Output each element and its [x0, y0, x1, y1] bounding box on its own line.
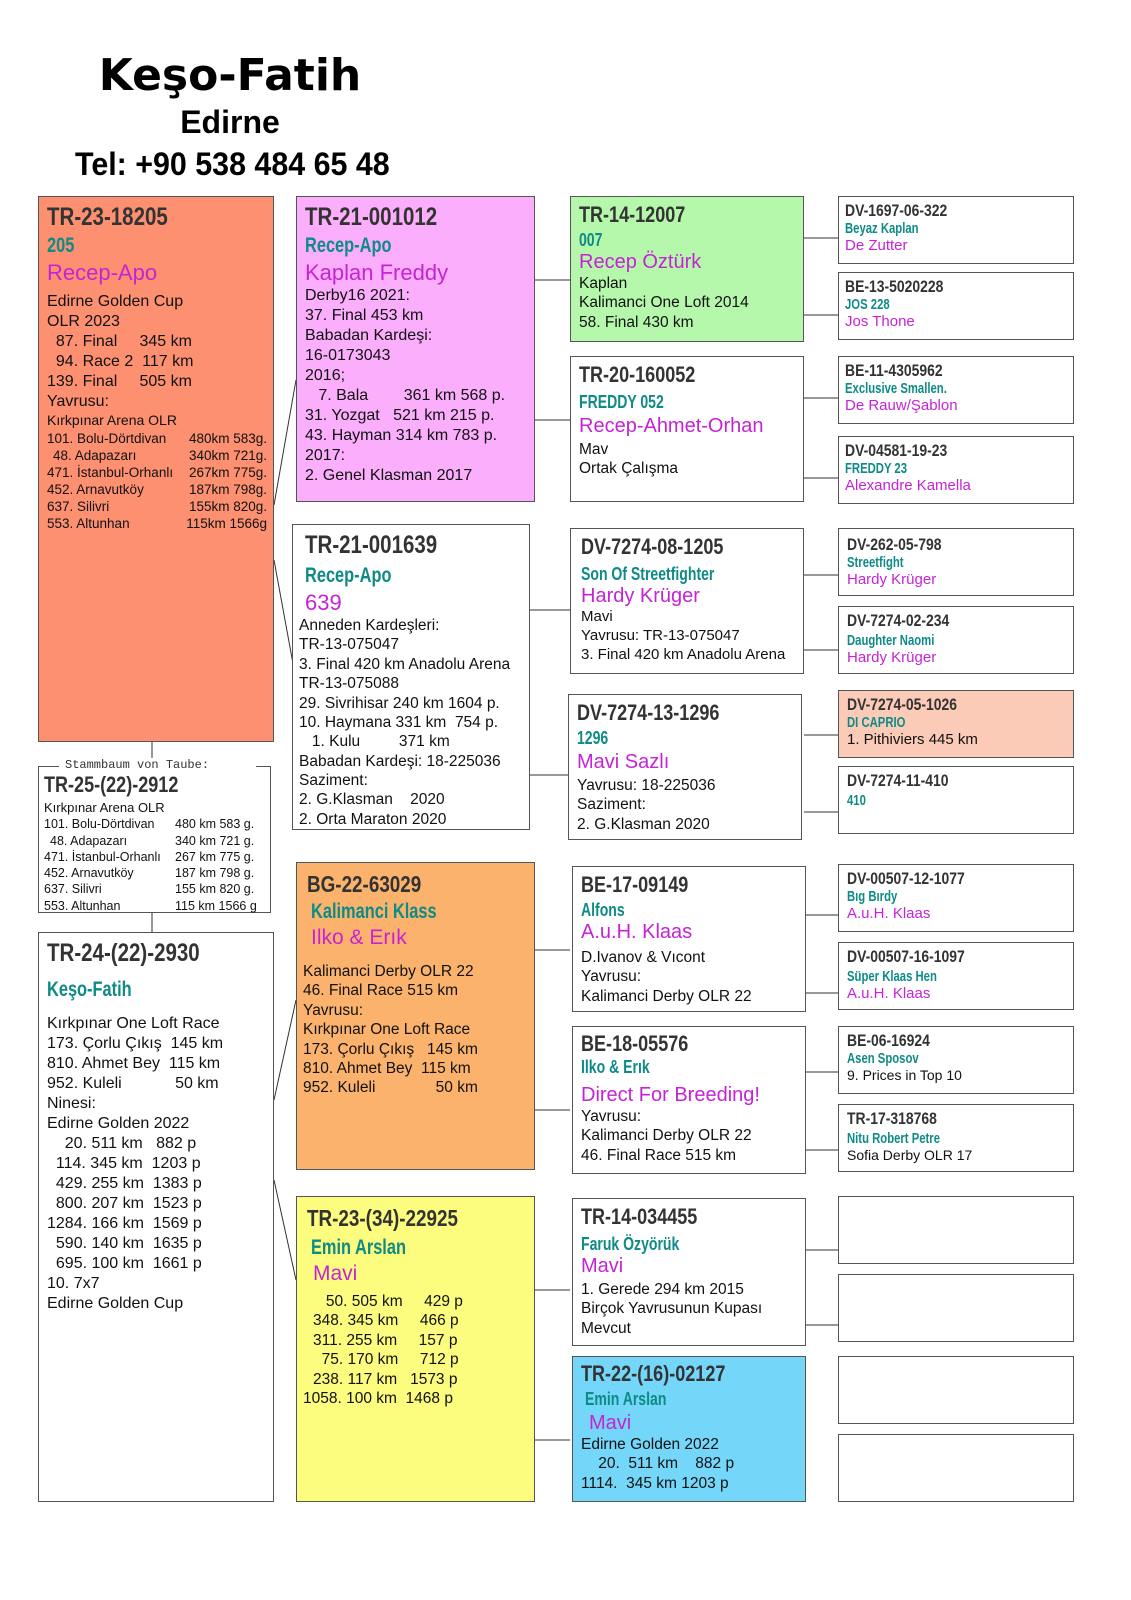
gen4-card: [838, 528, 1074, 596]
ring-number: TR-24-(22)-2930: [47, 939, 200, 967]
info-line: Ninesi:: [47, 1095, 96, 1112]
race-detail: 115km 1566g: [186, 516, 267, 532]
ring-number: TR-23-(34)-22925: [307, 1205, 458, 1231]
info-line: 348. 345 km 466 p: [313, 1312, 459, 1330]
info-line: 10. 7x7: [47, 1275, 100, 1292]
pigeon-name: Süper Klaas Hen: [847, 969, 937, 985]
gen4-card: [838, 1026, 1074, 1094]
owner-name: A.u.H. Klaas: [847, 985, 931, 1002]
race-name: 637. Silivri: [47, 499, 110, 515]
gen4-card: [838, 356, 1074, 424]
owner-name: Recep Öztürk: [579, 251, 702, 273]
info-line: 87. Final 345 km: [47, 333, 192, 350]
info-line: 46. Final Race 515 km: [581, 1146, 737, 1164]
owner-name: A.u.H. Klaas: [581, 921, 693, 943]
info-line: 20. 511 km 882 p: [581, 1455, 735, 1473]
owner-name: Hardy Krüger: [847, 649, 937, 666]
result-row: [47, 430, 267, 447]
ring-number: TR-21-001639: [305, 531, 438, 559]
pigeon-name: 410: [847, 793, 866, 809]
info-line: 9. Prices in Top 10: [847, 1067, 962, 1083]
info-line: Mevcut: [581, 1319, 631, 1337]
owner-name: Direct For Breeding!: [581, 1084, 760, 1106]
info-line: 2. Genel Klasman 2017: [305, 467, 473, 484]
race-name: 553. Altunhan: [47, 516, 130, 532]
ring-number: BE-13-5020228: [845, 277, 944, 296]
race-detail: 187 km 798 g.: [175, 866, 255, 880]
mmf-card: [572, 1198, 806, 1346]
info-line: Babadan Kardeşi:: [305, 327, 433, 344]
info-line: 10. Haymana 331 km 754 p.: [299, 713, 499, 731]
info-line: 75. 170 km 712 p: [313, 1351, 459, 1369]
result-row: [44, 881, 265, 897]
ring-number: TR-21-001012: [305, 203, 438, 231]
mother-card: [38, 932, 274, 1502]
result-row: [44, 833, 265, 849]
info-line: 43. Hayman 314 km 783 p.: [305, 427, 498, 444]
info-line: D.Ivanov & Vıcont: [581, 949, 706, 966]
pigeon-name: 1296: [577, 728, 609, 748]
race-detail: 340km 721g.: [188, 447, 267, 463]
subject-legend: Stammbaum von Taube:: [62, 758, 212, 772]
info-line: 311. 255 km 157 p: [313, 1331, 458, 1349]
info-line: 20. 511 km 882 p: [47, 1135, 197, 1152]
gen4-empty-card: [838, 1434, 1074, 1502]
info-line: 810. Ahmet Bey 115 km: [303, 1059, 471, 1077]
gen4-card: [838, 606, 1074, 674]
pigeon-name: Daughter Naomi: [847, 633, 935, 649]
pigeon-name: Nitu Robert Petre: [847, 1131, 941, 1147]
pigeon-name: Exclusive Smallen.: [845, 381, 947, 397]
fff-card: [570, 196, 804, 342]
mf-card: [296, 862, 535, 1170]
race-name: 471. İstanbul-Orhanlı: [47, 464, 174, 480]
race-name: 452. Arnavutköy: [47, 481, 144, 497]
info-line: Saziment:: [299, 772, 368, 789]
info-line: 16-0173043: [305, 347, 391, 364]
gen4-empty-card: [838, 1356, 1074, 1424]
ring-number: TR-20-160052: [579, 362, 696, 387]
info-line: Kaplan: [579, 275, 628, 292]
info-line: Saziment:: [577, 796, 646, 814]
gen4-empty-card: [838, 1274, 1074, 1342]
info-line: 3. Final 420 km Anadolu Arena: [299, 655, 511, 673]
pigeon-name: Alfons: [581, 900, 625, 920]
info-line: 800. 207 km 1523 p: [47, 1195, 202, 1212]
info-line: 114. 345 km 1203 p: [47, 1155, 201, 1172]
info-line: 173. Çorlu Çıkış 145 km: [47, 1035, 224, 1052]
info-line: Yavrusu:: [581, 968, 642, 986]
race-detail: 480 km 583 g.: [175, 817, 255, 832]
info-line: 1. Kulu 371 km: [299, 733, 450, 751]
info-line: 590. 140 km 1635 p: [47, 1235, 202, 1252]
info-line: Kalimanci Derby OLR 22: [581, 1127, 752, 1145]
ring-number: DV-7274-08-1205: [581, 534, 724, 559]
info-line: 2. Orta Maraton 2020: [299, 810, 447, 828]
info-line: 2. G.Klasman 2020: [577, 815, 710, 833]
father-card: [38, 196, 274, 742]
result-row: [44, 865, 265, 881]
pigeon-name: 007: [579, 230, 603, 250]
ring-number: TR-23-18205: [47, 203, 168, 231]
ffm-card: [570, 356, 804, 502]
gen4-card: [838, 436, 1074, 504]
info-line: Ortak Çalışma: [579, 460, 679, 478]
info-line: 173. Çorlu Çıkış 145 km: [303, 1040, 478, 1058]
race-name: 48. Adapazarı: [50, 833, 128, 848]
result-row: [47, 481, 267, 498]
race-detail: 115 km 1566 g: [175, 898, 257, 913]
race-name: 553. Altunhan: [44, 898, 121, 913]
info-line: Derby16 2021:: [305, 287, 410, 304]
race-detail: 480km 583g.: [188, 430, 267, 446]
ring-number: BE-18-05576: [581, 1031, 689, 1056]
info-line: 37. Final 453 km: [305, 307, 424, 324]
info-line: OLR 2023: [47, 313, 120, 330]
info-line: 810. Ahmet Bey 115 km: [47, 1055, 221, 1072]
ring-number: DV-262-05-798: [847, 535, 942, 554]
ring-number: DV-1697-06-322: [845, 201, 948, 220]
mfm-card: [572, 1026, 806, 1174]
ring-number: TR-14-12007: [579, 202, 686, 227]
race-detail: 155km 820g.: [188, 499, 267, 515]
pigeon-name: Faruk Özyörük: [581, 1234, 680, 1254]
pigeon-name: Ilko & Erık: [581, 1057, 650, 1077]
info-line: 1. Gerede 294 km 2015: [581, 1281, 744, 1298]
pigeon-name: Kalimanci Klass: [311, 900, 437, 923]
gen4-card: [838, 272, 1074, 340]
info-line: 3. Final 420 km Anadolu Arena: [581, 645, 786, 663]
owner-name: Recep-Apo: [47, 260, 158, 285]
result-row: [47, 515, 267, 532]
owner-name: Hardy Krüger: [581, 585, 700, 607]
result-row: [47, 447, 267, 464]
info-line: Anneden Kardeşleri:: [299, 617, 440, 634]
owner-name: Ilko & Erık: [311, 926, 407, 949]
owner-name: Mavi: [313, 1262, 358, 1285]
fm-card: [292, 524, 530, 830]
ring-number: DV-00507-16-1097: [847, 947, 965, 966]
gen4-card: [838, 1104, 1074, 1172]
owner-name: Kaplan Freddy: [305, 260, 449, 285]
info-line: Kırkpınar One Loft Race: [47, 1015, 220, 1032]
gen4-card: [838, 766, 1074, 834]
ring-number: DV-7274-13-1296: [577, 700, 720, 725]
pigeon-name: FREDDY 23: [845, 461, 908, 477]
pigeon-name: 205: [47, 234, 75, 257]
pigeon-name: Son Of Streetfighter: [581, 564, 715, 584]
ring-number: TR-22-(16)-02127: [581, 1361, 726, 1386]
owner-name: 639: [305, 590, 342, 615]
owner-name: Jos Thone: [845, 313, 915, 330]
ring-number: BE-17-09149: [581, 872, 689, 897]
fmf-card: [570, 528, 804, 674]
mm-card: [296, 1196, 535, 1502]
pigeon-name: FREDDY 052: [579, 392, 664, 412]
info-line: Sofia Derby OLR 17: [847, 1147, 973, 1163]
owner-name: De Zutter: [845, 237, 908, 254]
info-line: Edirne Golden 2022: [581, 1436, 719, 1453]
pigeon-name: Recep-Apo: [305, 234, 392, 257]
result-row: [44, 849, 265, 865]
info-line: Edirne Golden Cup: [47, 1295, 184, 1312]
ring-number: DV-04581-19-23: [845, 441, 948, 460]
info-line: 2. G.Klasman 2020: [299, 791, 445, 809]
race-detail: 267km 775g.: [188, 464, 267, 480]
info-line: Kalimanci One Loft 2014: [579, 294, 749, 312]
race-detail: 267 km 775 g.: [175, 849, 255, 864]
breeder-city: Edirne: [180, 104, 280, 140]
gen4-card: [838, 942, 1074, 1010]
pigeon-name: Bıg Bırdy: [847, 889, 898, 905]
breeder-name: Keşo-Fatih: [98, 50, 362, 101]
fmm-card: [568, 694, 802, 840]
owner-name: Mavi Sazlı: [577, 751, 670, 773]
info-line: TR-13-075047: [299, 636, 399, 654]
info-line: Edirne Golden 2022: [47, 1115, 190, 1132]
info-line: 7. Bala 361 km 568 p.: [305, 387, 506, 404]
info-line: 58. Final 430 km: [579, 313, 694, 331]
ring-number: BG-22-63029: [307, 871, 422, 897]
result-row: [44, 898, 265, 914]
info-line: Birçok Yavrusunun Kupası: [581, 1300, 763, 1318]
ring-number: DV-7274-11-410: [847, 771, 949, 790]
info-line: TR-13-075088: [299, 675, 399, 693]
ring-number: DV-7274-02-234: [847, 611, 950, 630]
info-line: 2017:: [305, 447, 346, 464]
pigeon-name: Recep-Apo: [305, 564, 392, 587]
owner-name: Alexandre Kamella: [845, 477, 971, 494]
race-detail: 340 km 721 g.: [175, 833, 255, 848]
info-line: Yavrusu:: [47, 393, 109, 410]
race-name: 101. Bolu-Dörtdivan: [47, 430, 167, 446]
owner-name: A.u.H. Klaas: [847, 905, 931, 922]
result-row: [47, 464, 267, 481]
info-line: 46. Final Race 515 km: [303, 982, 459, 1000]
ring-number: DV-7274-05-1026: [847, 695, 958, 714]
pigeon-name: Keşo-Fatih: [47, 978, 132, 1001]
info-line: 50. 505 km 429 p: [313, 1293, 463, 1310]
results-list: [44, 816, 265, 914]
breeder-phone: Tel: +90 538 484 65 48: [75, 146, 390, 182]
race-name: 48. Adapazarı: [53, 447, 137, 463]
info-line: Kırkpınar Arena OLR: [47, 412, 177, 428]
race-name: 637. Silivri: [44, 882, 102, 897]
info-line: 952. Kuleli 50 km: [47, 1075, 219, 1092]
info-line: 952. Kuleli 50 km: [303, 1079, 478, 1097]
owner-name: Recep-Ahmet-Orhan: [579, 415, 764, 437]
gen4-card: [838, 196, 1074, 264]
gen4-empty-card: [838, 1196, 1074, 1264]
ring-number: BE-11-4305962: [845, 361, 943, 380]
info-line: Mav: [579, 441, 609, 458]
mmm-card: [572, 1356, 806, 1502]
info-line: 695. 100 km 1661 p: [47, 1255, 202, 1272]
info-line: Mavi: [581, 608, 613, 625]
race-name: 452. Arnavutköy: [44, 866, 134, 880]
pigeon-name: JOS 228: [845, 297, 890, 313]
info-line: Yavrusu:: [303, 1001, 364, 1019]
info-line: 29. Sivrihisar 240 km 1604 p.: [299, 694, 500, 712]
info-line: Yavrusu:: [581, 1108, 642, 1125]
pigeon-name: Asen Sposov: [847, 1051, 919, 1067]
race-name: 471. İstanbul-Orhanlı: [44, 849, 161, 864]
result-row: [44, 816, 265, 832]
race-name: 101. Bolu-Dörtdivan: [44, 817, 155, 832]
pigeon-name: Streetfight: [847, 555, 904, 571]
ring-number: DV-00507-12-1077: [847, 869, 965, 888]
owner-name: Mavi: [589, 1412, 632, 1434]
info-line: 2016;: [305, 367, 346, 384]
race-detail: 155 km 820 g.: [175, 882, 255, 897]
info-line: 139. Final 505 km: [47, 373, 192, 390]
info-line: 238. 117 km 1573 p: [313, 1370, 458, 1388]
info-line: 429. 255 km 1383 p: [47, 1175, 202, 1192]
info-line: 31. Yozgat 521 km 215 p.: [305, 407, 495, 424]
owner-name: Mavi: [581, 1255, 624, 1277]
info-line: 94. Race 2 117 km: [47, 353, 194, 370]
owner-name: Hardy Krüger: [847, 571, 937, 588]
info-line: Yavrusu: 18-225036: [577, 777, 716, 794]
info-line: Yavrusu: TR-13-075047: [581, 626, 740, 644]
info-line: 1058. 100 km 1468 p: [303, 1389, 453, 1407]
pigeon-name: Emin Arslan: [585, 1389, 667, 1409]
ff-card: [296, 196, 535, 502]
subject-card: [38, 766, 271, 913]
info-line: Kalimanci Derby OLR 22: [581, 987, 752, 1005]
info-line: Babadan Kardeşi: 18-225036: [299, 752, 501, 770]
mff-card: [572, 866, 806, 1012]
ring-number: TR-17-318768: [847, 1109, 937, 1128]
ring-number: BE-06-16924: [847, 1031, 930, 1050]
info-line: Kalimanci Derby OLR 22: [303, 963, 474, 980]
info-line: 1. Pithiviers 445 km: [847, 731, 978, 748]
result-row: [47, 498, 267, 515]
results-list: [47, 430, 267, 533]
race-detail: 187km 798g.: [188, 481, 267, 497]
info-line: Kırkpınar Arena OLR: [44, 800, 165, 815]
pigeon-name: DI CAPRIO: [847, 715, 906, 731]
gen4-card: [838, 864, 1074, 932]
info-line: 1114. 345 km 1203 p: [581, 1474, 729, 1492]
owner-name: De Rauw/Şablon: [845, 397, 958, 414]
pigeon-name: Beyaz Kaplan: [845, 221, 919, 237]
info-line: Kırkpınar One Loft Race: [303, 1021, 471, 1039]
pigeon-name: Emin Arslan: [311, 1236, 406, 1259]
ring-number: TR-14-034455: [581, 1204, 698, 1229]
gen4-card: [838, 690, 1074, 758]
info-line: Edirne Golden Cup: [47, 293, 184, 310]
info-line: 1284. 166 km 1569 p: [47, 1215, 202, 1232]
ring-number: TR-25-(22)-2912: [44, 772, 179, 797]
